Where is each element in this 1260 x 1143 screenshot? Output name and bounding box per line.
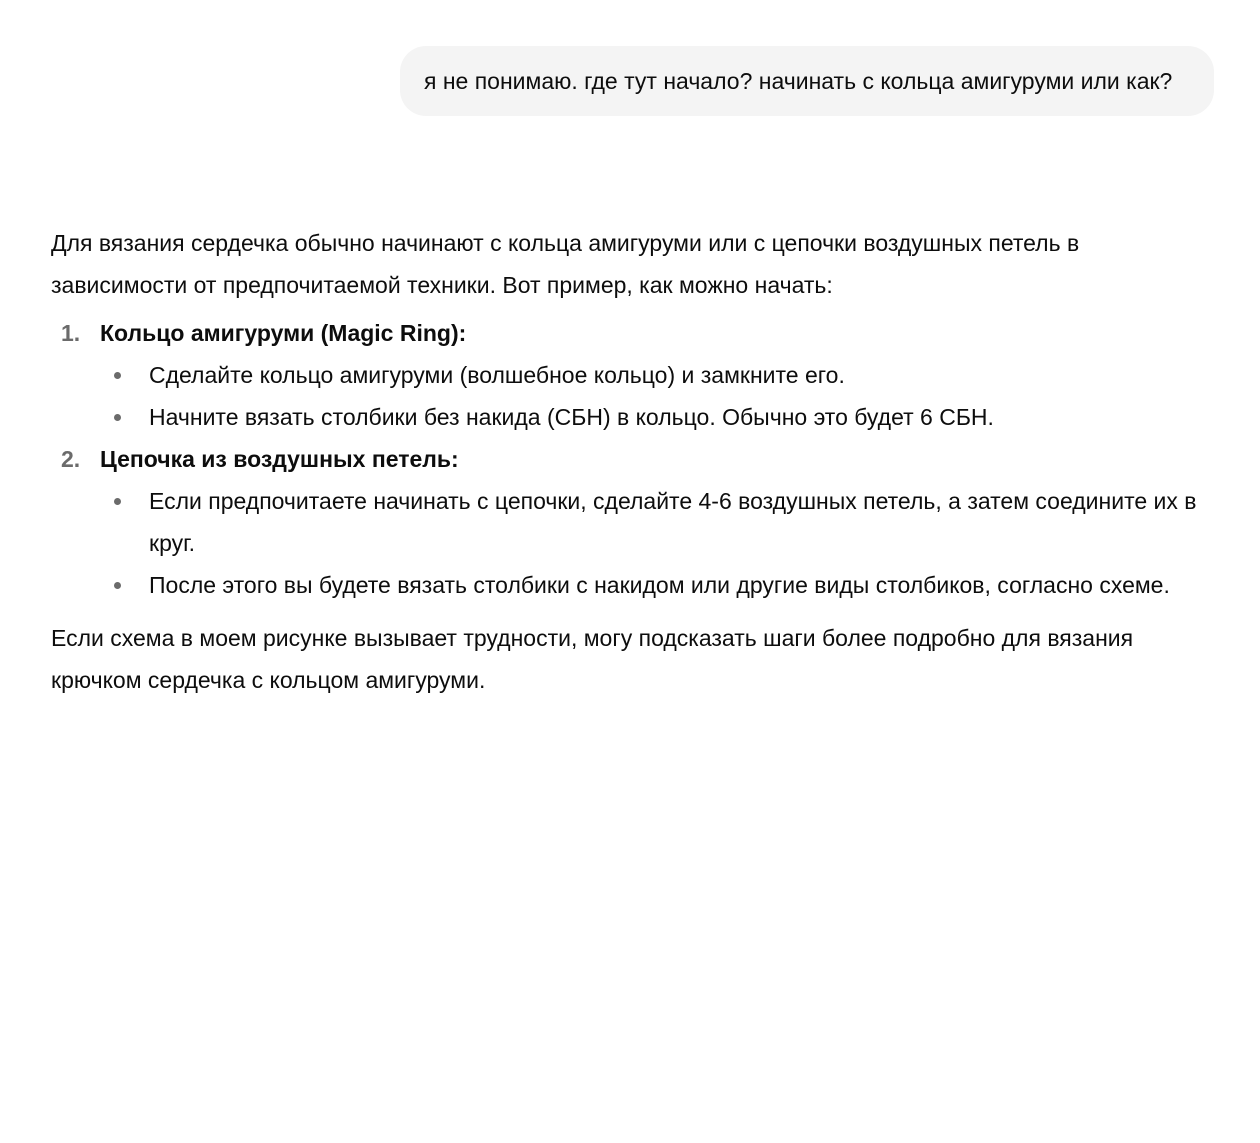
user-message-text: я не понимаю. где тут начало? начинать с кольца амигуруми или как? (424, 68, 1173, 94)
step-title: Цепочка из воздушных петель: (100, 446, 459, 472)
list-item-text: Если предпочитаете начинать с цепочки, сделайте 4-6 воздушных петель, а затем соедините их в круг. (149, 488, 1197, 556)
step-title: Кольцо амигуруми (Magic Ring): (100, 320, 467, 346)
step-number: 2. (61, 446, 81, 472)
bullet-icon (114, 498, 121, 505)
list-item-text: Сделайте кольцо амигуруми (волшебное кольцо) и замкните его. (149, 362, 845, 388)
list-item (100, 480, 1211, 564)
bullet-icon (114, 582, 121, 589)
step-item (51, 312, 1211, 438)
bullet-icon (114, 414, 121, 421)
list-item (100, 396, 1211, 438)
assistant-outro: Если схема в моем рисунке вызывает трудности, могу подсказать шаги более подробно для вязания крючком сердечка с кольцом амигуруми. (51, 625, 1134, 693)
bullet-icon (114, 372, 121, 379)
user-message-bubble (400, 46, 1214, 116)
list-item-text: Начните вязать столбики без накида (СБН) в кольцо. Обычно это будет 6 СБН. (149, 404, 994, 430)
step-item (51, 438, 1211, 606)
assistant-intro: Для вязания сердечка обычно начинают с кольца амигуруми или с цепочки воздушных петель в зависимости от предпочитаемой техники. Вот пример, как можно начать: (51, 230, 1080, 298)
assistant-message (51, 222, 1211, 701)
list-item (100, 354, 1211, 396)
list-item-text: После этого вы будете вязать столбики с накидом или другие виды столбиков, согласно схеме. (149, 572, 1170, 598)
steps-list (51, 312, 1211, 606)
list-item (100, 564, 1211, 606)
step-bullets (100, 480, 1211, 606)
step-number: 1. (61, 320, 81, 346)
step-bullets (100, 354, 1211, 438)
